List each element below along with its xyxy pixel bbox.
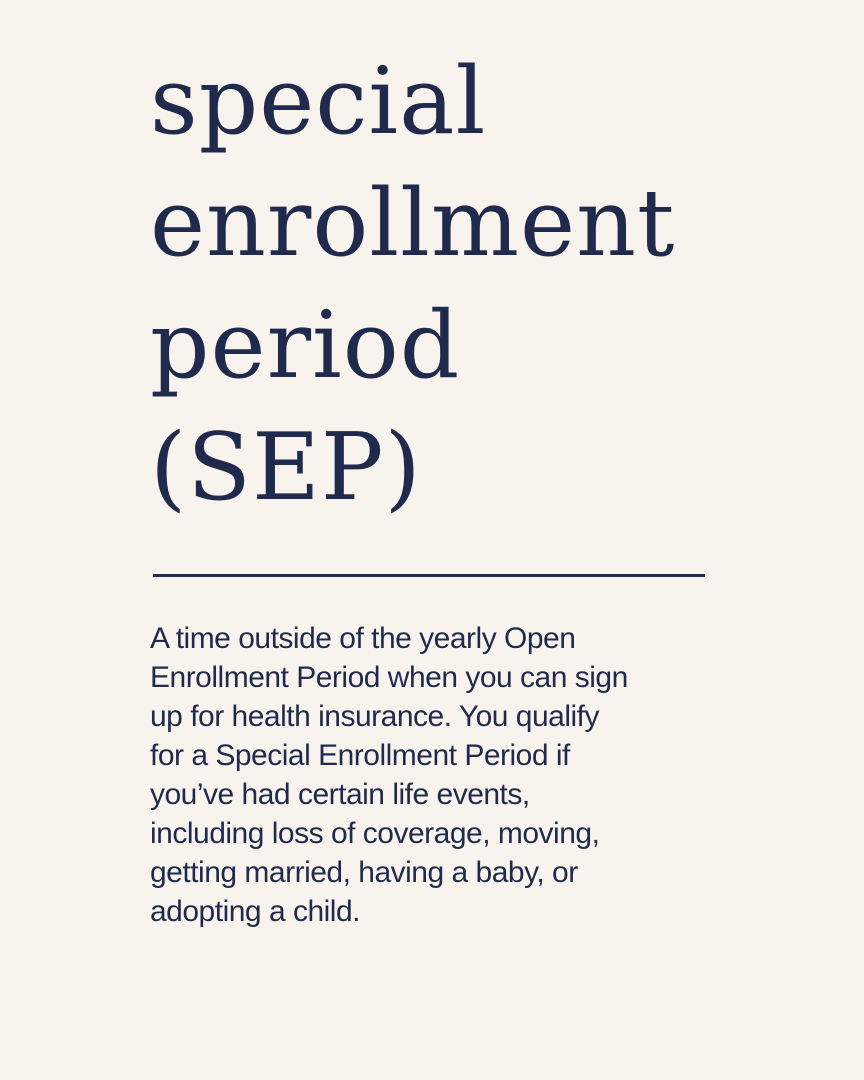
- definition-line: A time outside of the yearly Open: [150, 622, 576, 655]
- term-title-line: enrollment: [150, 169, 676, 277]
- term-title-line: period: [150, 291, 461, 399]
- definition-line: you’ve had certain life events,: [150, 778, 530, 811]
- definition-text: [150, 619, 730, 931]
- definition-line: adopting a child.: [150, 895, 360, 928]
- definition-line: getting married, having a baby, or: [150, 856, 578, 889]
- divider: [153, 574, 705, 577]
- term-title-line: special: [150, 47, 487, 155]
- definition-line: up for health insurance. You qualify: [150, 700, 600, 733]
- term-title-line: (SEP): [150, 413, 422, 521]
- term-title: [150, 40, 675, 528]
- definition-line: for a Special Enrollment Period if: [150, 739, 570, 772]
- definition-line: Enrollment Period when you can sign: [150, 661, 628, 694]
- definition-line: including loss of coverage, moving,: [150, 817, 600, 850]
